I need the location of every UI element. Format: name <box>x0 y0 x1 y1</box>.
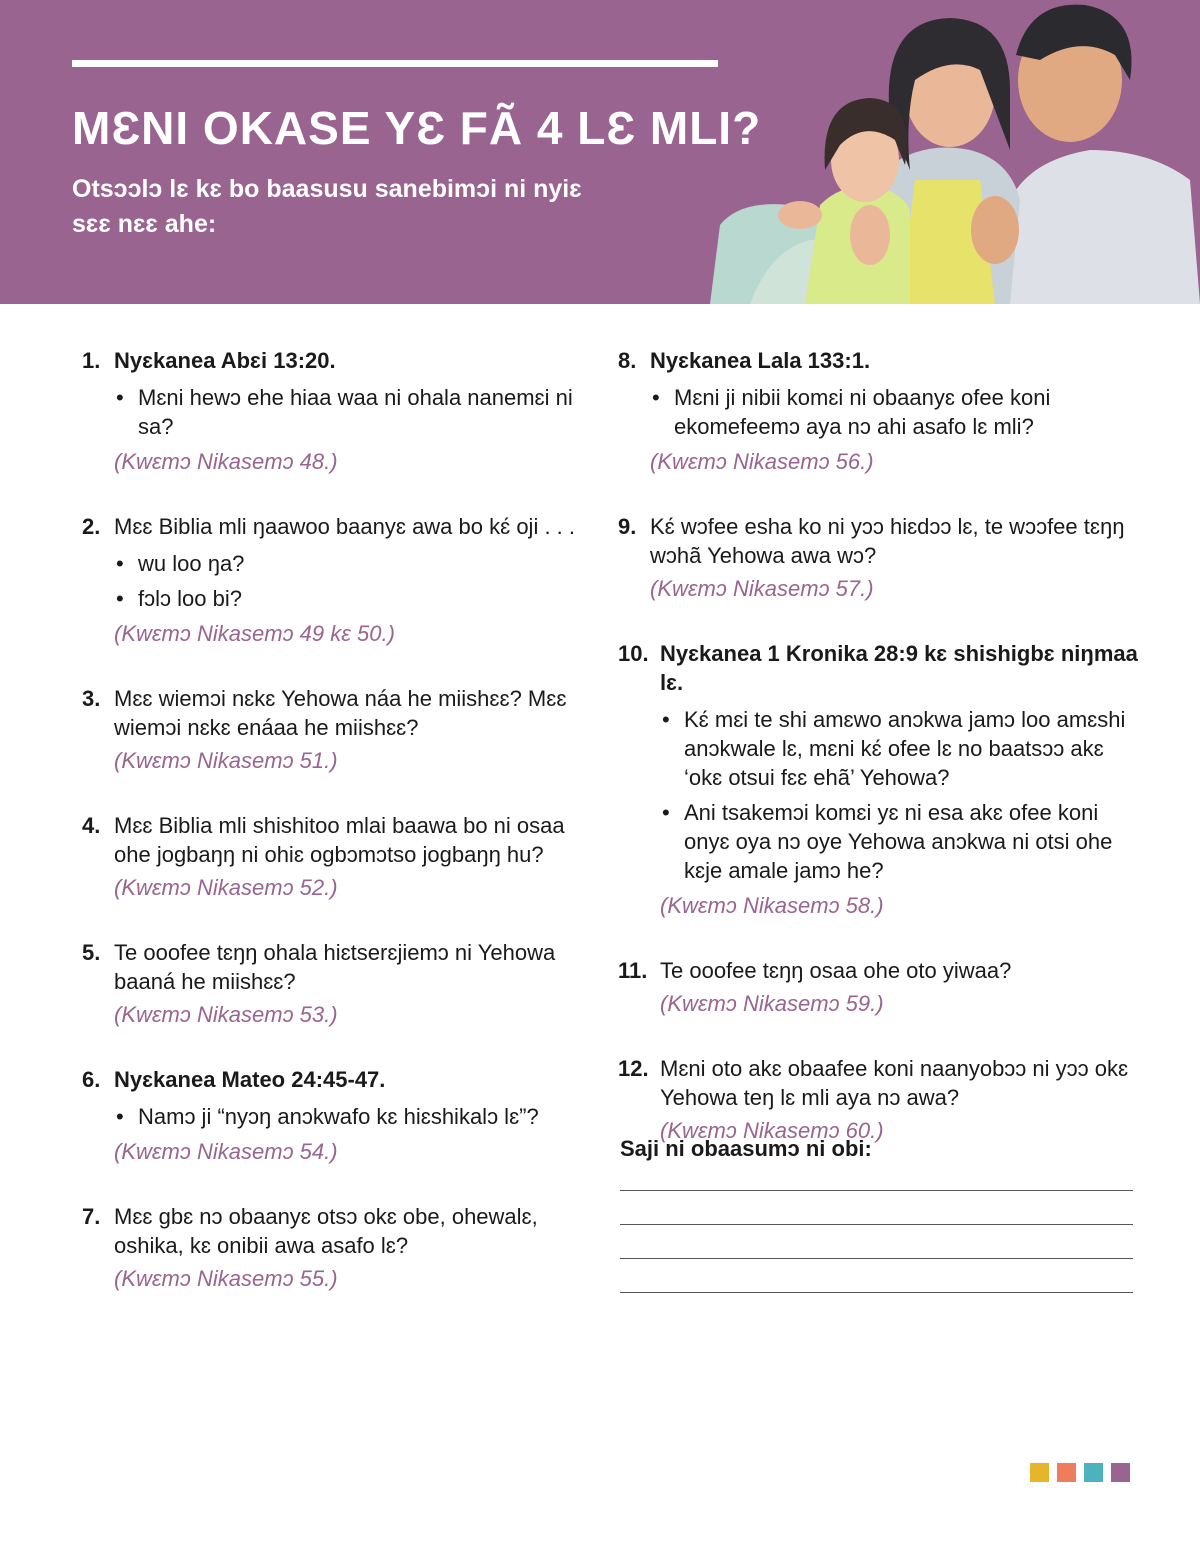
yellow-square <box>1030 1463 1049 1482</box>
question-text: Nyɛkanea 1 Kronika 28:9 kɛ shishigbɛ niŋmaa lɛ. <box>660 641 1138 695</box>
bullet-text: wu loo ŋa? <box>138 551 245 576</box>
bullet-item <box>660 705 1138 792</box>
question-text: Mɛni oto akɛ obaafee koni naanyobɔɔ ni yɔɔ okɛ Yehowa teŋ lɛ mli aya nɔ awa? <box>660 1056 1129 1110</box>
question-number: 4. <box>82 813 101 838</box>
bullet-text: Ani tsakemɔi komɛi yɛ ni esa akɛ ofee koni onyɛ oya nɔ oye Yehowa anɔkwa ni otsi ohe kɛje amale jamɔ he? <box>684 800 1113 883</box>
lesson-reference: (Kwɛmɔ Nikasemɔ 52.) <box>114 875 338 900</box>
bullet-text: Kɛ́ mɛi te shi amɛwo anɔkwa jamɔ loo amɛshi anɔkwale lɛ, mɛni kɛ́ ofee lɛ no baatsɔɔ akɛ ‘okɛ otsui fɛɛ ehã’ Yehowa? <box>684 707 1126 790</box>
question-item-3 <box>82 684 582 775</box>
lesson-reference: (Kwɛmɔ Nikasemɔ 54.) <box>114 1139 338 1164</box>
bullet-dot-icon: • <box>116 385 124 410</box>
lesson-reference: (Kwɛmɔ Nikasemɔ 59.) <box>660 991 884 1016</box>
bullet-text: Namɔ ji “nyɔŋ anɔkwafo kɛ hiɛshikalɔ lɛ”? <box>138 1104 539 1129</box>
bullet-text: fɔlɔ loo bi? <box>138 586 242 611</box>
question-item-10 <box>618 639 1138 920</box>
question-text: Nyɛkanea Mateo 24:45-47. <box>114 1067 386 1092</box>
question-bullets <box>114 1102 582 1131</box>
question-item-12 <box>618 1054 1138 1145</box>
notes-line[interactable] <box>620 1224 1133 1225</box>
bullet-dot-icon: • <box>662 707 670 732</box>
family-praying-illustration <box>710 0 1200 304</box>
questions-column-right <box>618 346 1138 1181</box>
question-number: 8. <box>618 348 637 373</box>
bullet-item <box>650 383 1138 441</box>
lesson-reference: (Kwɛmɔ Nikasemɔ 49 kɛ 50.) <box>114 621 395 646</box>
question-number: 11. <box>618 958 648 983</box>
question-text: Kɛ́ wɔfee esha ko ni yɔɔ hiɛdɔɔ lɛ, te wɔɔfee tɛŋŋ wɔhã Yehowa awa wɔ? <box>650 514 1125 568</box>
bullet-dot-icon: • <box>116 586 124 611</box>
question-item-5 <box>82 938 582 1029</box>
question-number: 6. <box>82 1067 101 1092</box>
question-text: Mɛɛ Biblia mli ŋaawoo baanyɛ awa bo kɛ́ oji . . . <box>114 514 576 539</box>
teal-square <box>1084 1463 1103 1482</box>
lesson-reference: (Kwɛmɔ Nikasemɔ 48.) <box>114 449 338 474</box>
question-text: Te ooofee tɛŋŋ ohala hiɛtserɛjiemɔ ni Yehowa baaná he miishɛɛ? <box>114 940 556 994</box>
question-number: 9. <box>618 514 637 539</box>
header-rule <box>72 60 718 67</box>
bullet-dot-icon: • <box>116 1104 124 1129</box>
bullet-item <box>114 549 582 578</box>
question-number: 3. <box>82 686 101 711</box>
question-item-6 <box>82 1065 582 1166</box>
color-squares-decoration <box>1030 1463 1130 1482</box>
question-text: Mɛɛ Biblia mli shishitoo mlai baawa bo ni osaa ohe jogbaŋŋ ni ohiɛ ogbɔmɔtso jogbaŋŋ hu? <box>114 813 565 867</box>
question-number: 7. <box>82 1204 101 1229</box>
question-bullets <box>660 705 1138 885</box>
question-bullets <box>114 549 582 613</box>
bullet-item <box>114 1102 582 1131</box>
purple-square <box>1111 1463 1130 1482</box>
bullet-dot-icon: • <box>662 800 670 825</box>
question-item-1 <box>82 346 582 476</box>
lesson-reference: (Kwɛmɔ Nikasemɔ 53.) <box>114 1002 338 1027</box>
question-item-7 <box>82 1202 582 1293</box>
question-number: 12. <box>618 1056 649 1081</box>
notes-line[interactable] <box>620 1190 1133 1191</box>
lesson-reference: (Kwɛmɔ Nikasemɔ 60.) <box>660 1118 884 1143</box>
bullet-dot-icon: • <box>652 385 660 410</box>
bullet-item <box>114 584 582 613</box>
question-text: Mɛɛ gbɛ nɔ obaanyɛ otsɔ okɛ obe, ohewalɛ, oshika, kɛ onibii awa asafo lɛ? <box>114 1204 538 1258</box>
question-number: 5. <box>82 940 101 965</box>
bullet-item <box>660 798 1138 885</box>
bullet-text: Mɛni ji nibii komɛi ni obaanyɛ ofee koni ekomefeemɔ aya nɔ ahi asafo lɛ mli? <box>674 385 1051 439</box>
bullet-text: Mɛni hewɔ ehe hiaa waa ni ohala nanemɛi ni sa? <box>138 385 573 439</box>
orange-square <box>1057 1463 1076 1482</box>
question-text: Nyɛkanea Abɛi 13:20. <box>114 348 336 373</box>
notes-line[interactable] <box>620 1292 1133 1293</box>
page-subtitle: Otsɔɔlɔ lɛ kɛ bo baasusu sanebimɔi ni nyiɛ sɛɛ nɛɛ ahe: <box>72 175 582 238</box>
question-number: 2. <box>82 514 101 539</box>
question-item-8 <box>618 346 1138 476</box>
question-bullets <box>114 383 582 441</box>
question-number: 10. <box>618 641 649 666</box>
question-item-9 <box>618 512 1138 603</box>
page-title: MƐNI OKASE YƐ FÃ 4 LƐ MLI? <box>72 102 762 154</box>
header-banner <box>0 0 1200 304</box>
bullet-item <box>114 383 582 441</box>
question-bullets <box>650 383 1138 441</box>
lesson-reference: (Kwɛmɔ Nikasemɔ 58.) <box>660 893 884 918</box>
lesson-reference: (Kwɛmɔ Nikasemɔ 57.) <box>650 576 874 601</box>
lesson-reference: (Kwɛmɔ Nikasemɔ 56.) <box>650 449 874 474</box>
bullet-dot-icon: • <box>116 551 124 576</box>
question-text: Nyɛkanea Lala 133:1. <box>650 348 871 373</box>
question-text: Mɛɛ wiemɔi nɛkɛ Yehowa náa he miishɛɛ? Mɛɛ wiemɔi nɛkɛ enáaa he miishɛɛ? <box>114 686 567 740</box>
question-number: 1. <box>82 348 101 373</box>
notes-line[interactable] <box>620 1258 1133 1259</box>
question-item-2 <box>82 512 582 648</box>
lesson-reference: (Kwɛmɔ Nikasemɔ 55.) <box>114 1266 338 1291</box>
question-item-4 <box>82 811 582 902</box>
notes-label: Saji ni obaasumɔ ni obi: <box>620 1136 872 1161</box>
lesson-reference: (Kwɛmɔ Nikasemɔ 51.) <box>114 748 338 773</box>
question-text: Te ooofee tɛŋŋ osaa ohe oto yiwaa? <box>660 958 1012 983</box>
questions-column-left <box>82 346 582 1329</box>
question-item-11 <box>618 956 1138 1018</box>
